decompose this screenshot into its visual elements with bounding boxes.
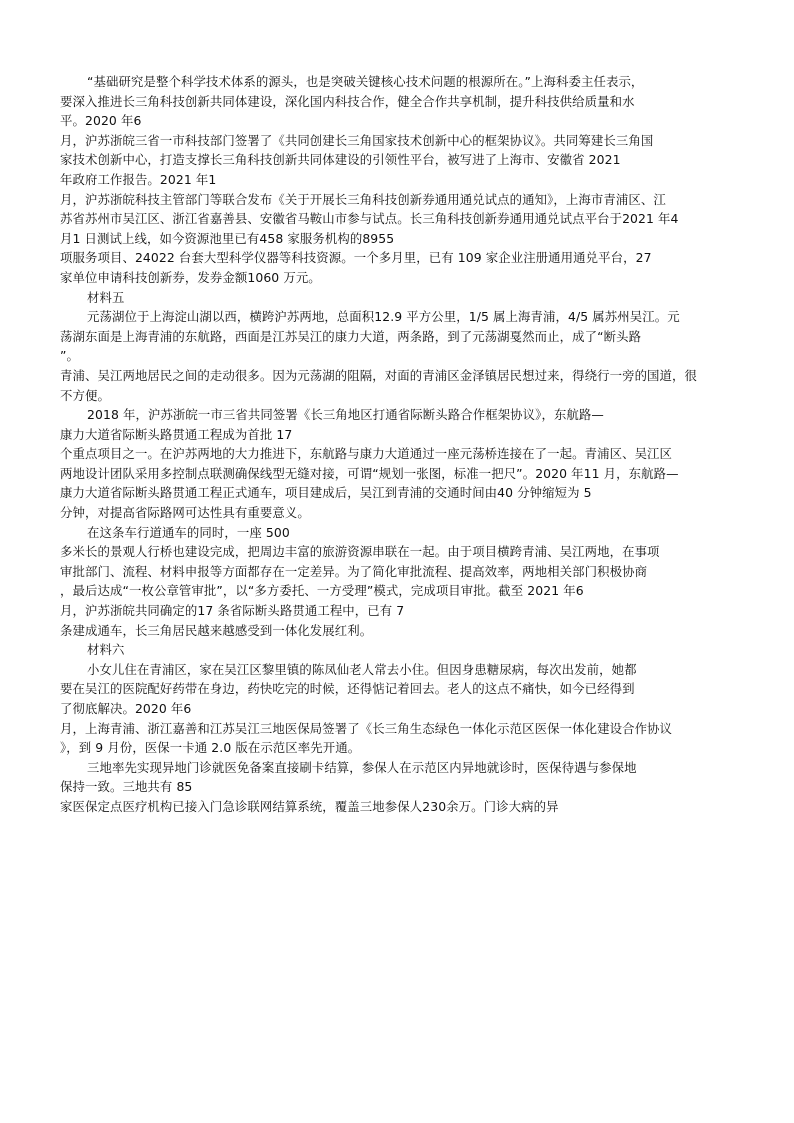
text-line: 个重点项目之一。在沪苏两地的大力推进下，东航路与康力大道通过一座元荡桥连接在了一起。青浦区、吴江区 [60, 446, 673, 462]
text-line: 康力大道省际断头路贯通工程成为首批 17 [60, 426, 293, 442]
text-line: 月，沪苏浙皖共同确定的17 条省际断头路贯通工程中，已有 7 [60, 603, 405, 619]
text-line: 两地设计团队采用多控制点联测确保线型无缝对接，可谓“规划一张图，标准一把尺”。2020 年11 月，东航路— [60, 465, 679, 481]
text-line: 青浦、吴江两地居民之间的走动很多。因为元荡湖的阻隔，对面的青浦区金泽镇居民想过来，得绕行一旁的国道，很 [60, 367, 698, 383]
text-line: 月，沪苏浙皖三省一市科技部门签署了《共同创建长三角国家技术创新中心的框架协议》。共同筹建长三角国 [60, 132, 654, 148]
text-line: 2018 年，沪苏浙皖一市三省共同签署《长三角地区打通省际断头路合作框架协议》，东航路— [87, 407, 604, 423]
text-line: 多米长的景观人行桥也建设完成，把周边丰富的旅游资源串联在一起。由于项目横跨青浦、吴江两地，在事项 [60, 544, 660, 560]
text-line: 了彻底解决。2020 年6 [60, 701, 192, 716]
text-line: 平。2020 年6 [60, 113, 142, 129]
document-body [60, 72, 750, 817]
text-line: 保持一致。三地共有 85 [60, 779, 193, 795]
text-line: 荡湖东面是上海青浦的东航路，西面是江苏吴江的康力大道，两条路，到了元荡湖戛然而止，成了“断头路 [60, 328, 642, 344]
text-line: 在这条车行道通车的同时，一座 500 [87, 524, 290, 540]
text-line: 家医保定点医疗机构已接入门急诊联网结算系统，覆盖三地参保人230余万。门诊大病的异 [60, 798, 559, 814]
text-line: “基础研究是整个科学技术体系的源头，也是突破关键核心技术问题的根源所在。”上海科委主任表示， [87, 74, 644, 89]
text-line: 不方便。 [60, 387, 110, 403]
text-line: 三地率先实现异地门诊就医免备案直接刷卡结算，参保人在示范区内异地就诊时，医保待遇与参保地 [87, 759, 637, 775]
text-line: 月，上海青浦、浙江嘉善和江苏吴江三地医保局签署了《长三角生态绿色一体化示范区医保一体化建设合作协议 [60, 720, 673, 736]
text-line: 家单位申请科技创新券，发券金额1060 万元。 [60, 269, 321, 285]
text-line: ，最后达成“一枚公章管审批”，以“多方委托、一方受理”模式，完成项目审批。截至 2021 年6 [60, 583, 584, 599]
text-line: 月1 日测试上线，如今资源池里已有458 家服务机构的8955 [60, 230, 395, 246]
text-line: 要在吴江的医院配好药带在身边，药快吃完的时候，还得惦记着回去。老人的这点不痛快，如今已经得到 [60, 681, 635, 697]
text-line: 苏省苏州市吴江区、浙江省嘉善县、安徽省马鞍山市参与试点。长三角科技创新券通用通兑试点平台于2021 年4 [60, 211, 679, 227]
text-line: 月，沪苏浙皖科技主管部门等联合发布《关于开展长三角科技创新券通用通兑试点的通知》，上海市青浦区、江 [60, 191, 666, 207]
text-line: 项服务项目、24022 台套大型科学仪器等科技资源。一个多月里，已有 109 家企业注册通用通兑平台，27 [60, 250, 652, 266]
text-line: 康力大道省际断头路贯通工程正式通车，项目建成后，吴江到青浦的交通时间由40 分钟缩短为 5 [60, 485, 592, 501]
text-line: 家技术创新中心，打造支撑长三角科技创新共同体建设的引领性平台，被写进了上海市、安徽省 2021 [60, 152, 621, 168]
text-line: 》，到 9 月份，医保一卡通 2.0 版在示范区率先开通。 [60, 740, 361, 756]
text-line: 年政府工作报告。2021 年1 [60, 171, 217, 187]
text-line: 元荡湖位于上海淀山湖以西，横跨沪苏两地，总面积12.9 平方公里，1/5 属上海青浦，4/5 属苏州吴江。元 [87, 309, 680, 325]
text-line: 审批部门、流程、材料申报等方面都存在一定差异。为了简化审批流程、提高效率，两地相关部门积极协商 [60, 563, 648, 579]
text-line: 要深入推进长三角科技创新共同体建设，深化国内科技合作，健全合作共享机制，提升科技供给质量和水 [60, 93, 635, 109]
text-line: 材料五 [87, 289, 125, 305]
text-line: 小女儿住在青浦区，家在吴江区黎里镇的陈凤仙老人常去小住。但因身患糖尿病，每次出发前，她都 [87, 661, 637, 677]
text-line: 条建成通车，长三角居民越来越感受到一体化发展红利。 [60, 622, 373, 638]
text-line: ”。 [60, 348, 80, 364]
text-line: 材料六 [87, 642, 125, 658]
text-line: 分钟，对提高省际路网可达性具有重要意义。 [60, 505, 310, 521]
